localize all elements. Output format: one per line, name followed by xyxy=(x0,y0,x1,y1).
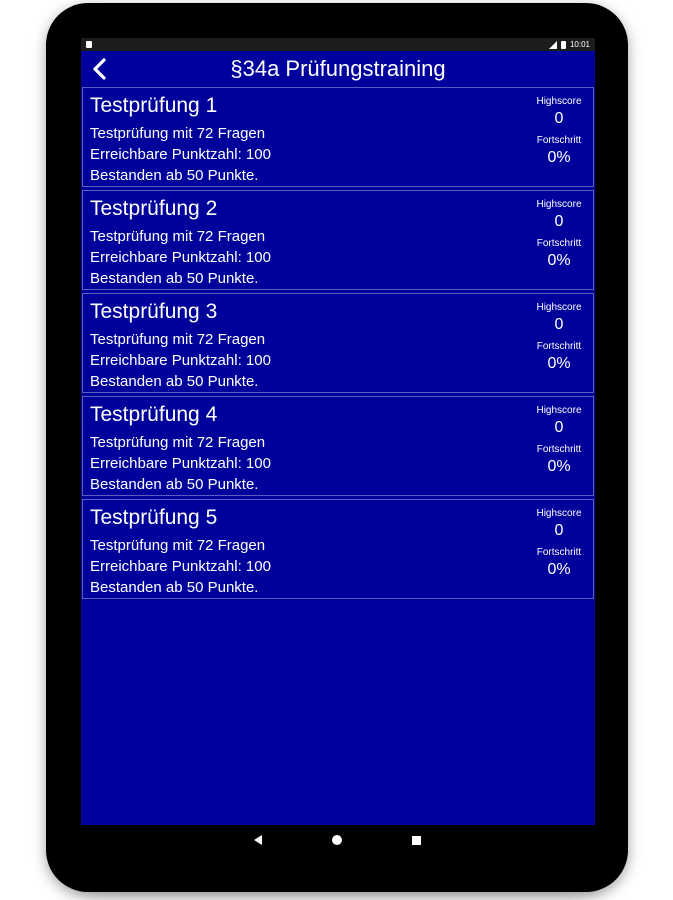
exam-max-points: Erreichbare Punktzahl: 100 xyxy=(90,352,271,369)
status-bar xyxy=(81,38,595,51)
exam-title: Testprüfung 1 xyxy=(90,94,218,117)
notification-icon xyxy=(86,41,92,48)
exam-list xyxy=(81,87,595,599)
progress-label: Fortschritt xyxy=(536,547,582,558)
highscore-value: 0 xyxy=(554,419,564,436)
exam-questions: Testprüfung mit 72 Fragen xyxy=(90,331,266,348)
page-title: §34a Prüfungstraining xyxy=(230,56,446,81)
back-button[interactable] xyxy=(87,55,111,83)
highscore-label: Highscore xyxy=(536,405,582,416)
progress-label: Fortschritt xyxy=(536,135,582,146)
nav-back-icon[interactable] xyxy=(254,835,262,845)
exam-pass-mark: Bestanden ab 50 Punkte. xyxy=(90,476,259,493)
signal-icon xyxy=(549,41,557,49)
exam-questions: Testprüfung mit 72 Fragen xyxy=(90,434,266,451)
exam-card-1[interactable] xyxy=(82,87,594,187)
progress-value: 0% xyxy=(547,561,571,578)
progress-value: 0% xyxy=(547,252,571,269)
exam-stats xyxy=(527,199,591,270)
exam-max-points: Erreichbare Punktzahl: 100 xyxy=(90,249,271,266)
exam-card-2[interactable] xyxy=(82,190,594,290)
exam-card-3[interactable] xyxy=(82,293,594,393)
exam-pass-mark: Bestanden ab 50 Punkte. xyxy=(90,579,259,596)
progress-label: Fortschritt xyxy=(536,238,582,249)
exam-title: Testprüfung 5 xyxy=(90,506,218,529)
exam-title: Testprüfung 3 xyxy=(90,300,218,323)
system-nav-bar xyxy=(46,825,628,855)
app-bar xyxy=(81,51,595,87)
exam-max-points: Erreichbare Punktzahl: 100 xyxy=(90,558,271,575)
progress-label: Fortschritt xyxy=(536,444,582,455)
nav-recents-icon[interactable] xyxy=(412,836,421,845)
chevron-left-icon xyxy=(91,58,107,80)
nav-home-icon[interactable] xyxy=(332,835,342,845)
status-time: 10:01 xyxy=(569,40,590,49)
exam-max-points: Erreichbare Punktzahl: 100 xyxy=(90,146,271,163)
highscore-label: Highscore xyxy=(536,508,582,519)
exam-questions: Testprüfung mit 72 Fragen xyxy=(90,537,266,554)
progress-value: 0% xyxy=(547,355,571,372)
highscore-value: 0 xyxy=(554,213,564,230)
highscore-value: 0 xyxy=(554,110,564,127)
highscore-label: Highscore xyxy=(536,302,582,313)
app-screen xyxy=(81,38,595,825)
exam-stats xyxy=(527,508,591,579)
highscore-value: 0 xyxy=(554,316,564,333)
exam-stats xyxy=(527,302,591,373)
exam-title: Testprüfung 4 xyxy=(90,403,218,426)
highscore-value: 0 xyxy=(554,522,564,539)
exam-title: Testprüfung 2 xyxy=(90,197,218,220)
progress-value: 0% xyxy=(547,458,571,475)
exam-stats xyxy=(527,96,591,167)
progress-value: 0% xyxy=(547,149,571,166)
exam-max-points: Erreichbare Punktzahl: 100 xyxy=(90,455,271,472)
exam-card-4[interactable] xyxy=(82,396,594,496)
exam-pass-mark: Bestanden ab 50 Punkte. xyxy=(90,373,259,390)
exam-pass-mark: Bestanden ab 50 Punkte. xyxy=(90,270,259,287)
progress-label: Fortschritt xyxy=(536,341,582,352)
exam-questions: Testprüfung mit 72 Fragen xyxy=(90,125,266,142)
battery-icon xyxy=(561,41,566,49)
highscore-label: Highscore xyxy=(536,199,582,210)
highscore-label: Highscore xyxy=(536,96,582,107)
exam-card-5[interactable] xyxy=(82,499,594,599)
exam-questions: Testprüfung mit 72 Fragen xyxy=(90,228,266,245)
exam-stats xyxy=(527,405,591,476)
exam-pass-mark: Bestanden ab 50 Punkte. xyxy=(90,167,259,184)
